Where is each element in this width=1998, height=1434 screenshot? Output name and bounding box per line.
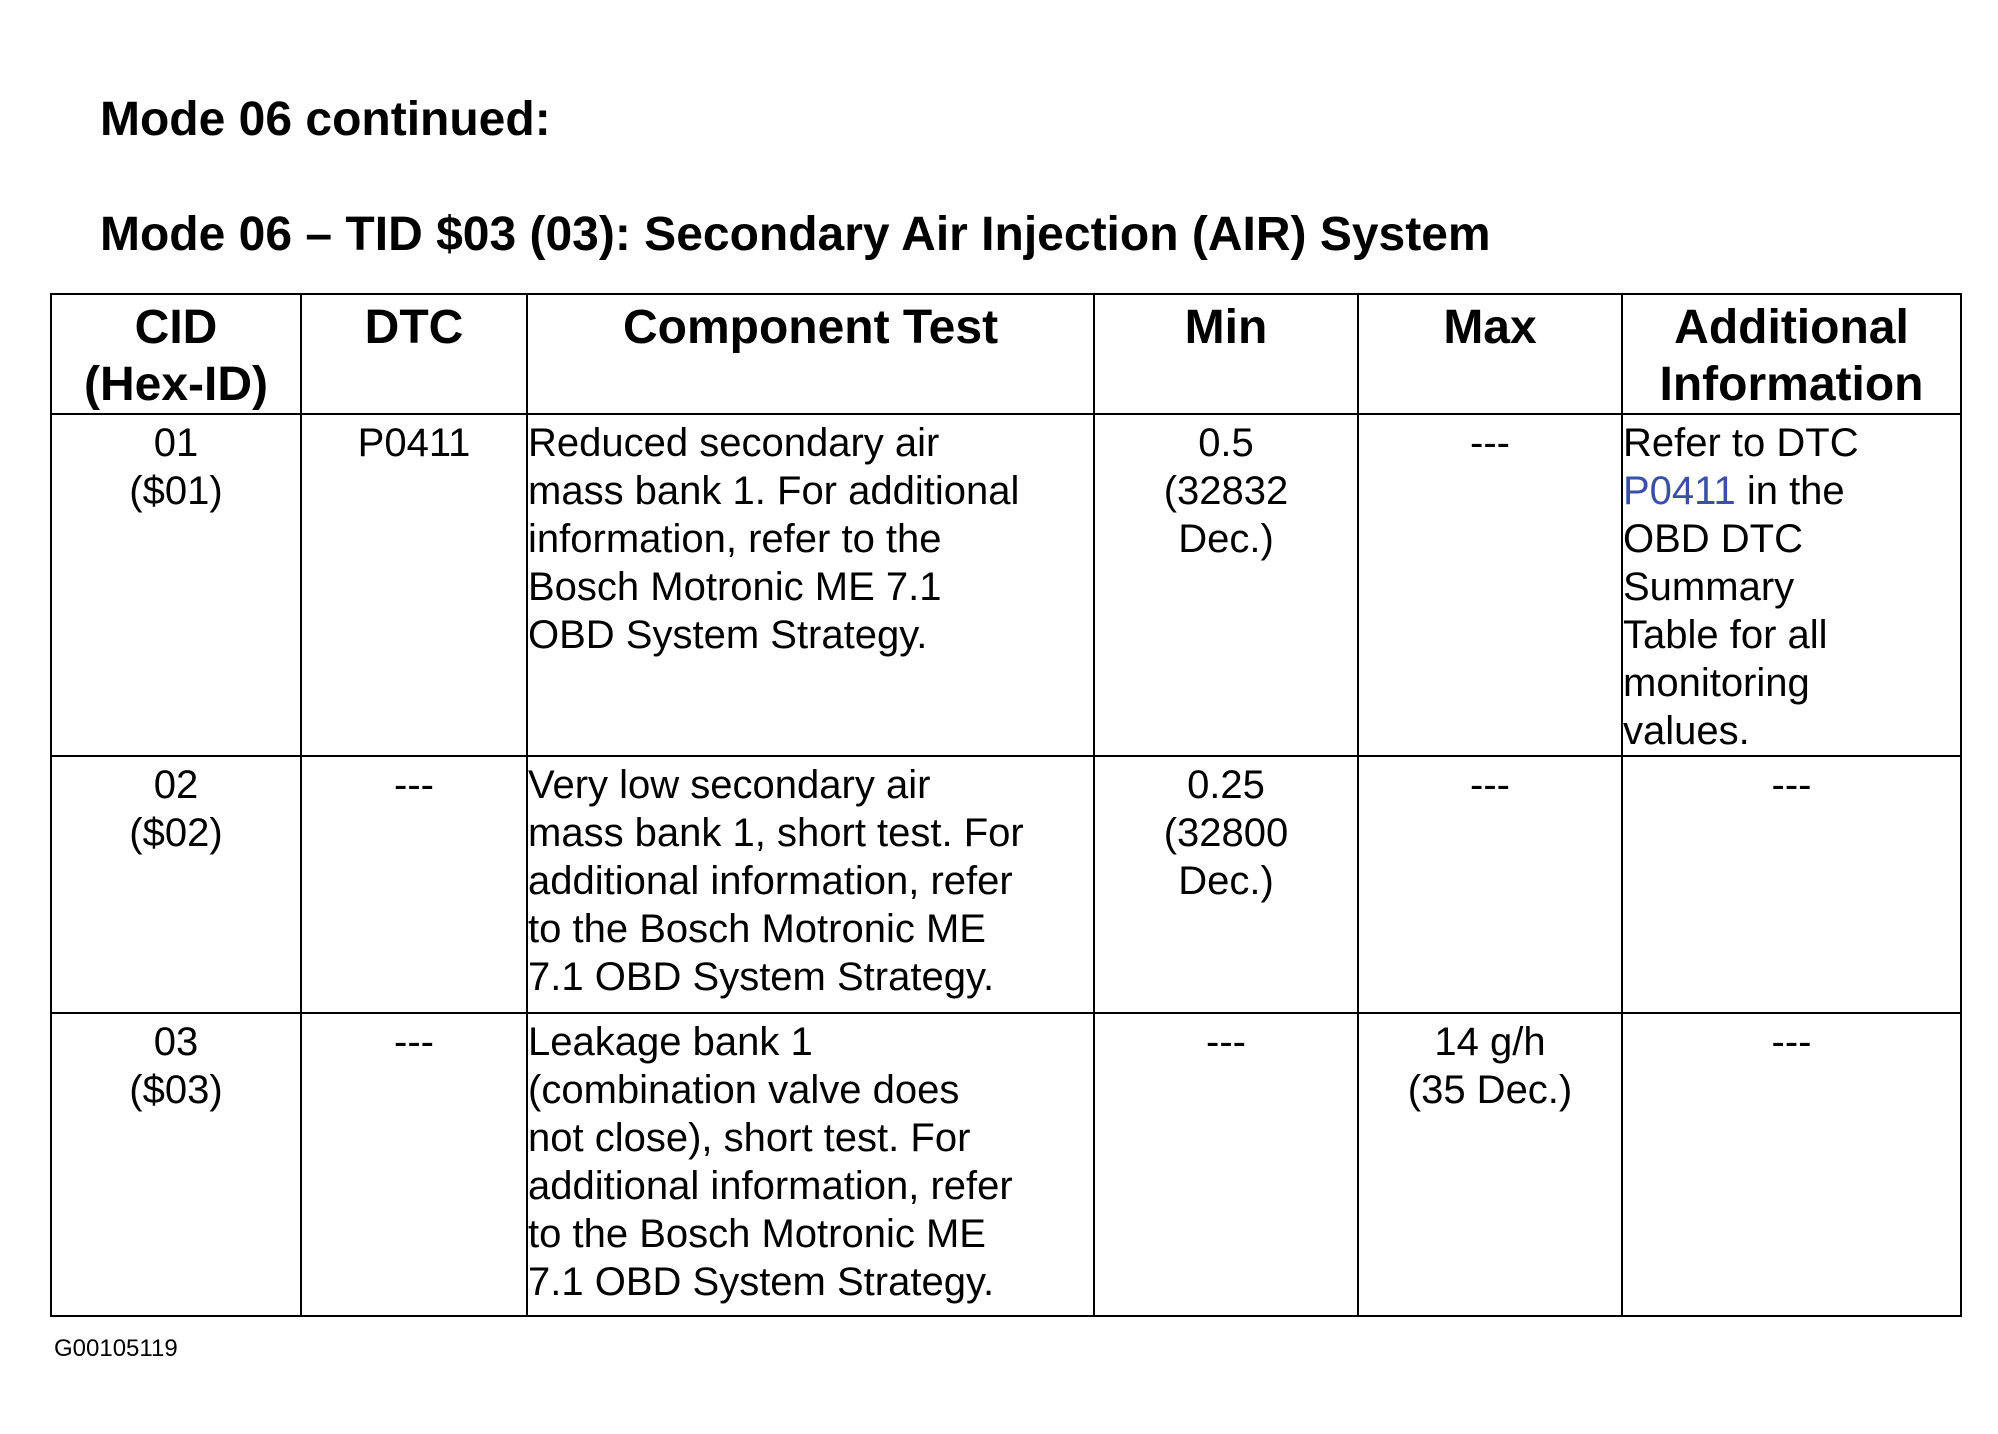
link-suffix: in the (1735, 469, 1845, 513)
cid-hex: ($03) (129, 1068, 223, 1112)
min-line: Dec.) (1178, 859, 1274, 903)
component-test-line: to the Bosch Motronic ME (528, 1212, 986, 1256)
additional-info-line: Refer to DTC (1623, 421, 1859, 465)
cell-dtc (301, 414, 527, 756)
dtc-link[interactable]: P0411 (1623, 469, 1736, 513)
additional-info-line: values. (1623, 709, 1750, 753)
max-line: (35 Dec.) (1407, 1068, 1573, 1112)
page-heading: Mode 06 continued: (100, 93, 551, 146)
header-min (1094, 294, 1358, 414)
header-cid (51, 294, 301, 414)
cid-hex: ($01) (129, 469, 223, 513)
component-test-line: mass bank 1, short test. For (528, 811, 1024, 855)
header-component-test (527, 294, 1094, 414)
cell-min (1094, 1013, 1358, 1316)
cell-max (1358, 1013, 1622, 1316)
additional-info-line: monitoring (1623, 661, 1810, 705)
mode-06-table (50, 293, 1962, 1317)
additional-info-line: Summary (1623, 565, 1795, 609)
additional-info-link-line (1623, 467, 1960, 515)
component-test-line: not close), short test. For (528, 1116, 971, 1160)
cid-value: 03 (153, 1020, 199, 1064)
cell-min (1094, 414, 1358, 756)
min-value: --- (1206, 1020, 1246, 1064)
component-test-line: to the Bosch Motronic ME (528, 907, 986, 951)
component-test-line: OBD System Strategy. (528, 613, 928, 657)
table-row (51, 414, 1961, 756)
component-test-line: mass bank 1. For additional (528, 469, 1020, 513)
cell-component-test (527, 414, 1094, 756)
component-test-line: Reduced secondary air (528, 421, 940, 465)
cid-value: 02 (153, 763, 199, 807)
additional-info-value: --- (1771, 763, 1812, 807)
min-line: (32832 (1163, 469, 1289, 513)
table-row (51, 756, 1961, 1013)
cell-additional-info (1622, 1013, 1961, 1316)
header-dtc (301, 294, 527, 414)
table-row (51, 1013, 1961, 1316)
additional-info-line: Table for all (1623, 613, 1828, 657)
component-test-line: Bosch Motronic ME 7.1 (528, 565, 942, 609)
cell-additional-info (1622, 756, 1961, 1013)
min-line: (32800 (1163, 811, 1289, 855)
min-line: Dec.) (1178, 517, 1274, 561)
header-max (1358, 294, 1622, 414)
figure-id: G00105119 (54, 1335, 178, 1362)
max-line: 14 g/h (1434, 1020, 1546, 1064)
cid-hex: ($02) (129, 811, 223, 855)
dtc-value: P0411 (357, 421, 471, 465)
header-min-line: Min (1184, 301, 1268, 354)
max-value: --- (1470, 421, 1510, 465)
cell-component-test (527, 1013, 1094, 1316)
component-test-line: additional information, refer (528, 859, 1013, 903)
component-test-line: 7.1 OBD System Strategy. (528, 955, 995, 999)
min-line: 0.5 (1198, 421, 1254, 465)
header-cid-line: (Hex-ID) (83, 358, 268, 411)
additional-info-line: OBD DTC (1623, 517, 1803, 561)
header-additional-info-line: Information (1659, 358, 1924, 411)
component-test-line: 7.1 OBD System Strategy. (528, 1260, 995, 1304)
table-header-row (51, 294, 1961, 414)
header-dtc-line: DTC (364, 301, 464, 354)
cell-dtc (301, 756, 527, 1013)
header-cid-line: CID (134, 301, 218, 354)
cid-value: 01 (153, 421, 199, 465)
table-title: Mode 06 – TID $03 (03): Secondary Air Injection (AIR) System (100, 208, 1491, 261)
min-line: 0.25 (1187, 763, 1265, 807)
component-test-line: additional information, refer (528, 1164, 1013, 1208)
cell-cid (51, 756, 301, 1013)
cell-cid (51, 1013, 301, 1316)
cell-dtc (301, 1013, 527, 1316)
cell-min (1094, 756, 1358, 1013)
cell-additional-info (1622, 414, 1961, 756)
component-test-line: Leakage bank 1 (528, 1020, 813, 1064)
header-additional-info (1622, 294, 1961, 414)
header-component-test-line: Component Test (622, 301, 999, 354)
cell-cid (51, 414, 301, 756)
dtc-value: --- (394, 763, 434, 807)
max-value: --- (1470, 763, 1510, 807)
dtc-value: --- (394, 1020, 434, 1064)
cell-component-test (527, 756, 1094, 1013)
component-test-line: Very low secondary air (528, 763, 931, 807)
component-test-line: information, refer to the (528, 517, 942, 561)
additional-info-value: --- (1771, 1020, 1812, 1064)
header-additional-info-line: Additional (1674, 301, 1909, 354)
component-test-line: (combination valve does (528, 1068, 960, 1112)
header-max-line: Max (1443, 301, 1537, 354)
cell-max (1358, 756, 1622, 1013)
cell-max (1358, 414, 1622, 756)
